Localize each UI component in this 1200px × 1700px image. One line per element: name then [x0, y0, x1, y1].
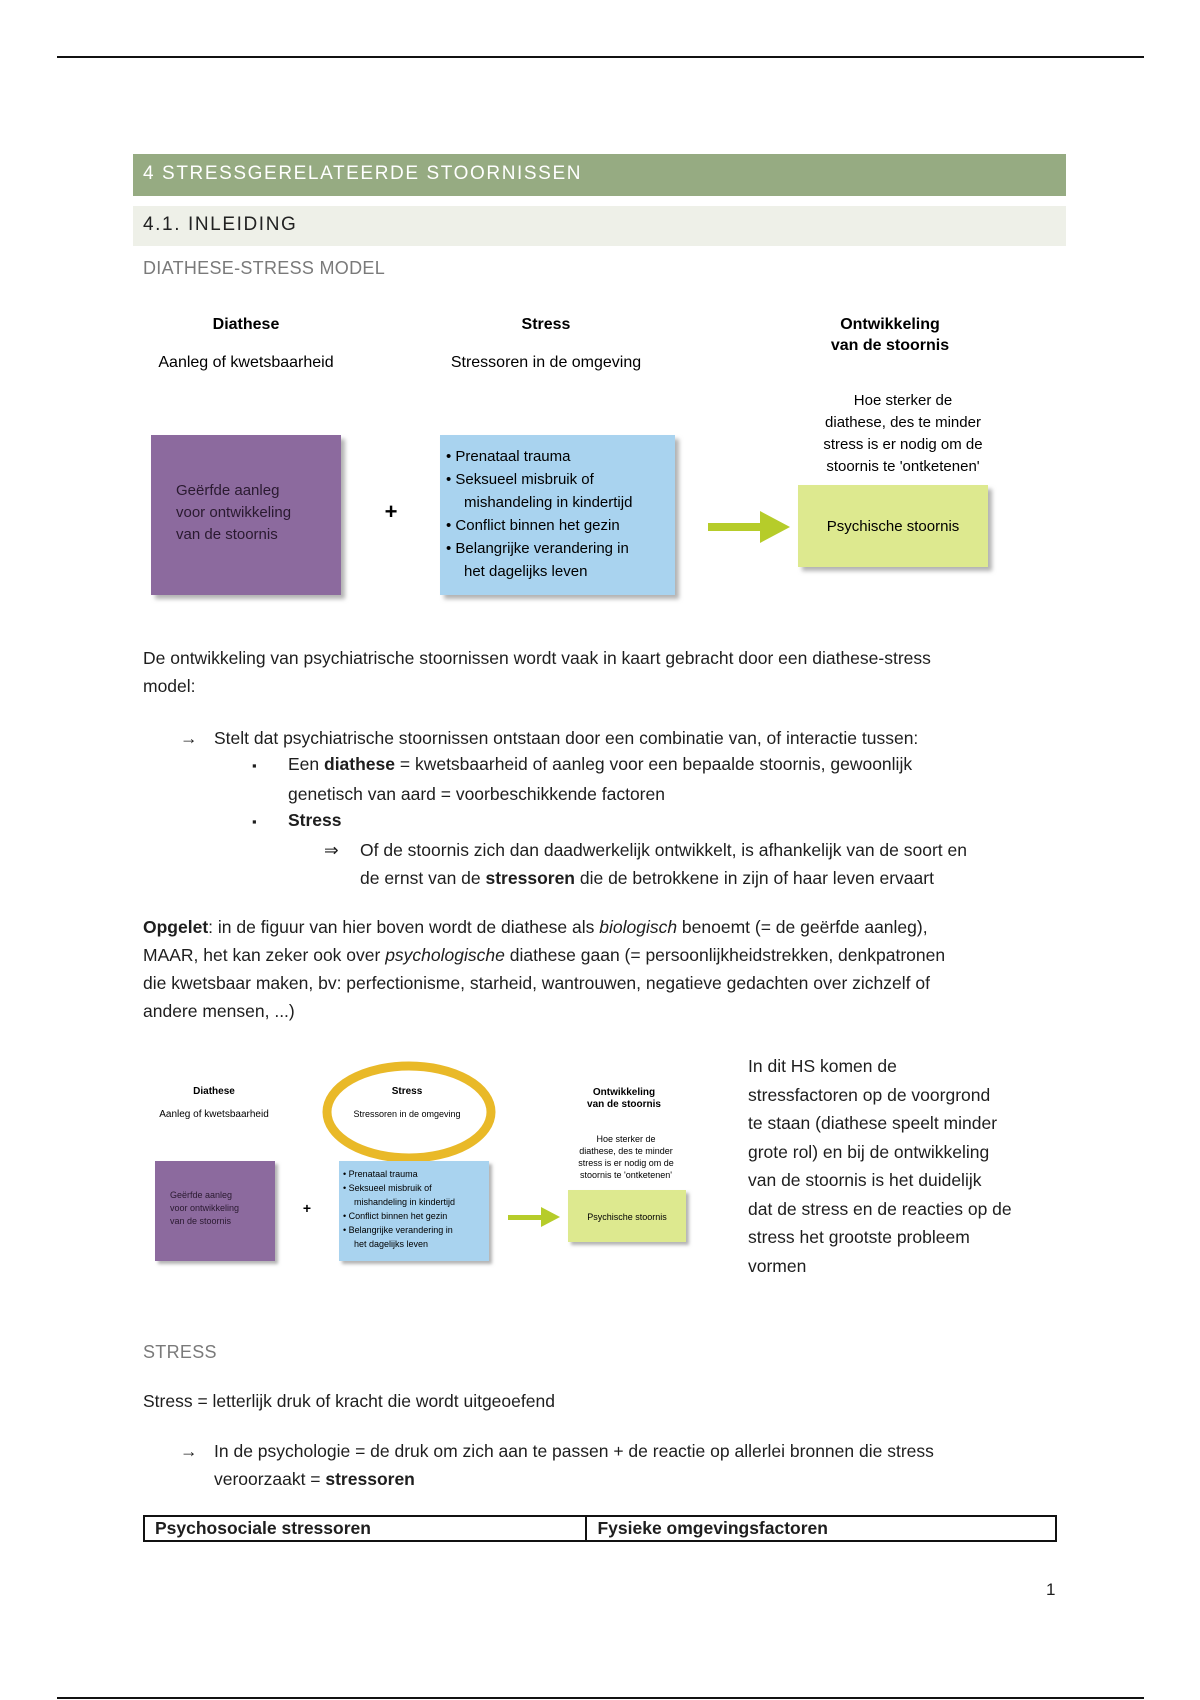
small-plus-sign: + — [302, 1200, 312, 1216]
note-line-3: stress is er nodig om de — [823, 436, 983, 453]
implies-point — [324, 836, 1054, 892]
small-disorder-label: Psychische stoornis — [587, 1212, 667, 1222]
plus-sign: + — [384, 499, 398, 524]
implies-line-1: Of de stoornis zich dan daadwerkelijk ontwikkelt, is afhankelijk van de soort en — [360, 840, 967, 860]
diathese-box-line-2: voor ontwikkeling — [176, 504, 292, 521]
note-line-2: diathese, des te minder — [825, 414, 981, 431]
opgelet-1b: benoemt (= de geërfde aanleg), — [677, 917, 928, 937]
diathese-stress-diagram-small — [143, 1050, 713, 1280]
bullet-diathese-line-2: genetisch van aard = voorbeschikkende factoren — [288, 784, 665, 804]
diathese-stress-diagram — [143, 305, 1023, 605]
side-line-2: stressfactoren op de voorgrond — [748, 1084, 991, 1105]
term-stressoren: stressoren — [485, 868, 575, 888]
note-line-4: stoornis te 'ontketenen' — [826, 458, 980, 475]
stressor-line-2: • Seksueel misbruik of — [446, 471, 594, 488]
development-title-1: Ontwikkeling — [840, 316, 940, 333]
opgelet-label: Opgelet — [143, 917, 209, 937]
side-line-5: van de stoornis is het duidelijk — [748, 1170, 982, 1190]
stress-subtitle: Stressoren in de omgeving — [450, 354, 642, 371]
bullet-diathese-pre: Een — [288, 754, 324, 774]
side-line-6: dat de stress en de reacties op de — [748, 1198, 1012, 1219]
development-title-2: van de stoornis — [830, 337, 950, 354]
implies-arrow-icon: ⇒ — [324, 840, 339, 860]
page-number: 1 — [1046, 1580, 1056, 1599]
stressor-line-4: • Conflict binnen het gezin — [446, 517, 620, 534]
side-note — [748, 1052, 1048, 1280]
side-line-3: te staan (diathese speelt minder — [748, 1113, 998, 1133]
small-note-4: stoornis te 'ontketenen' — [580, 1170, 672, 1180]
implies-line-2-rest: die de betrokkene in zijn of haar leven ervaart — [575, 868, 934, 888]
bullet-stress — [252, 806, 342, 836]
small-stressor-4: • Conflict binnen het gezin — [343, 1211, 448, 1221]
small-stress-title: Stress — [391, 1086, 423, 1097]
stressor-line-5: • Belangrijke verandering in — [446, 540, 629, 557]
psychology-line-2-pre: veroorzaakt = — [214, 1469, 326, 1489]
small-development-title-1: Ontwikkeling — [592, 1087, 656, 1098]
intro-paragraph — [143, 644, 1043, 700]
diathese-title: Diathese — [212, 316, 280, 333]
opgelet-2b: diathese gaan (= persoonlijkheidstrekken, denkpatronen — [504, 945, 946, 965]
disorder-box-label: Psychische stoornis — [826, 518, 960, 535]
psychology-point — [180, 1437, 1060, 1493]
small-diathese-line-2: voor ontwikkeling — [170, 1203, 240, 1213]
opgelet-biologisch: biologisch — [599, 917, 678, 937]
top-rule — [57, 56, 1144, 58]
small-diathese-subtitle: Aanleg of kwetsbaarheid — [159, 1109, 269, 1120]
stress-title: Stress — [521, 316, 571, 333]
opgelet-2a: MAAR, het kan zeker ook over — [143, 945, 386, 965]
stressor-line-3: mishandeling in kindertijd — [464, 494, 633, 511]
diathese-box-line-1: Geërfde aanleg — [176, 482, 280, 499]
table-header-physical: Fysieke omgevingsfactoren — [586, 1516, 1056, 1541]
stressor-line-1: • Prenataal trauma — [446, 448, 571, 465]
square-bullet-icon: ▪ — [252, 814, 257, 829]
small-stress-subtitle: Stressoren in de omgeving — [353, 1109, 461, 1119]
chapter-heading: 4 STRESSGERELATEERDE STOORNISSEN — [133, 154, 1066, 196]
small-stressor-3: mishandeling in kindertijd — [354, 1197, 456, 1207]
small-note-2: diathese, des te minder — [579, 1146, 673, 1156]
stressor-line-6: het dagelijks leven — [464, 563, 588, 580]
arrow-point-text: Stelt dat psychiatrische stoornissen ontstaan door een combinatie van, of interactie tussen: — [214, 728, 919, 748]
small-arrow-icon — [508, 1207, 560, 1227]
side-line-7: stress het grootste probleem — [748, 1227, 970, 1247]
term-stress: Stress — [288, 810, 342, 830]
small-diathese-title: Diathese — [193, 1086, 235, 1097]
small-development-title-2: van de stoornis — [587, 1099, 661, 1110]
side-line-8: vormen — [748, 1255, 807, 1276]
opgelet-line-3: die kwetsbaar maken, bv: perfectionisme, starheid, wantrouwen, negatieve gedachten over zichzelf of — [143, 973, 930, 993]
term-diathese: diathese — [324, 754, 395, 774]
arrow-icon — [708, 511, 790, 543]
term-stressoren-2: stressoren — [325, 1469, 415, 1489]
small-diathese-line-1: Geërfde aanleg — [170, 1190, 233, 1200]
bottom-rule — [57, 1697, 1144, 1699]
intro-line-2: model: — [143, 676, 196, 696]
small-stressor-6: het dagelijks leven — [354, 1239, 429, 1249]
bullet-diathese-rest: = kwetsbaarheid of aanleg voor een bepaalde stoornis, gewoonlijk — [395, 754, 913, 774]
opgelet-paragraph — [143, 913, 1073, 1025]
subheading-diathese-stress: DIATHESE-STRESS MODEL — [143, 258, 386, 278]
small-stressor-5: • Belangrijke verandering in — [343, 1225, 453, 1235]
square-bullet-icon: ▪ — [252, 758, 257, 773]
arrow-bullet-icon: → — [180, 1441, 198, 1461]
small-note-3: stress is er nodig om de — [578, 1158, 674, 1168]
side-line-1: In dit HS komen de — [748, 1056, 897, 1076]
opgelet-line-4: andere mensen, ...) — [143, 1001, 295, 1021]
section-heading: 4.1. INLEIDING — [133, 206, 1066, 246]
bullet-diathese — [252, 750, 1012, 808]
small-stressor-2: • Seksueel misbruik of — [343, 1183, 432, 1193]
opgelet-psychologische: psychologische — [385, 945, 505, 965]
diathese-box-line-3: van de stoornis — [176, 526, 278, 543]
opgelet-1a: : in de figuur van hier boven wordt de diathese als — [208, 917, 600, 937]
subheading-stress: STRESS — [143, 1342, 217, 1362]
small-stressor-1: • Prenataal trauma — [343, 1169, 418, 1179]
implies-line-2-pre: de ernst van de — [360, 868, 486, 888]
diathese-subtitle: Aanleg of kwetsbaarheid — [158, 354, 334, 371]
arrow-bullet-icon: → — [180, 728, 198, 748]
side-line-4: grote rol) en bij de ontwikkeling — [748, 1141, 990, 1162]
intro-line-1: De ontwikkeling van psychiatrische stoornissen wordt vaak in kaart gebracht door een diathese-stress — [143, 648, 931, 668]
small-note-1: Hoe sterker de — [596, 1134, 656, 1144]
small-diathese-line-3: van de stoornis — [170, 1216, 232, 1226]
stress-definition: Stress = letterlijk druk of kracht die wordt uitgeoefend — [143, 1391, 555, 1411]
arrow-point — [180, 724, 918, 752]
table-header-row — [144, 1516, 1056, 1541]
table-header-psychosocial: Psychosociale stressoren — [144, 1516, 586, 1541]
stressors-table — [143, 1515, 1057, 1542]
psychology-line-1: In de psychologie = de druk om zich aan te passen + de reactie op allerlei bronnen die stress — [214, 1441, 934, 1461]
note-line-1: Hoe sterker de — [853, 392, 953, 409]
